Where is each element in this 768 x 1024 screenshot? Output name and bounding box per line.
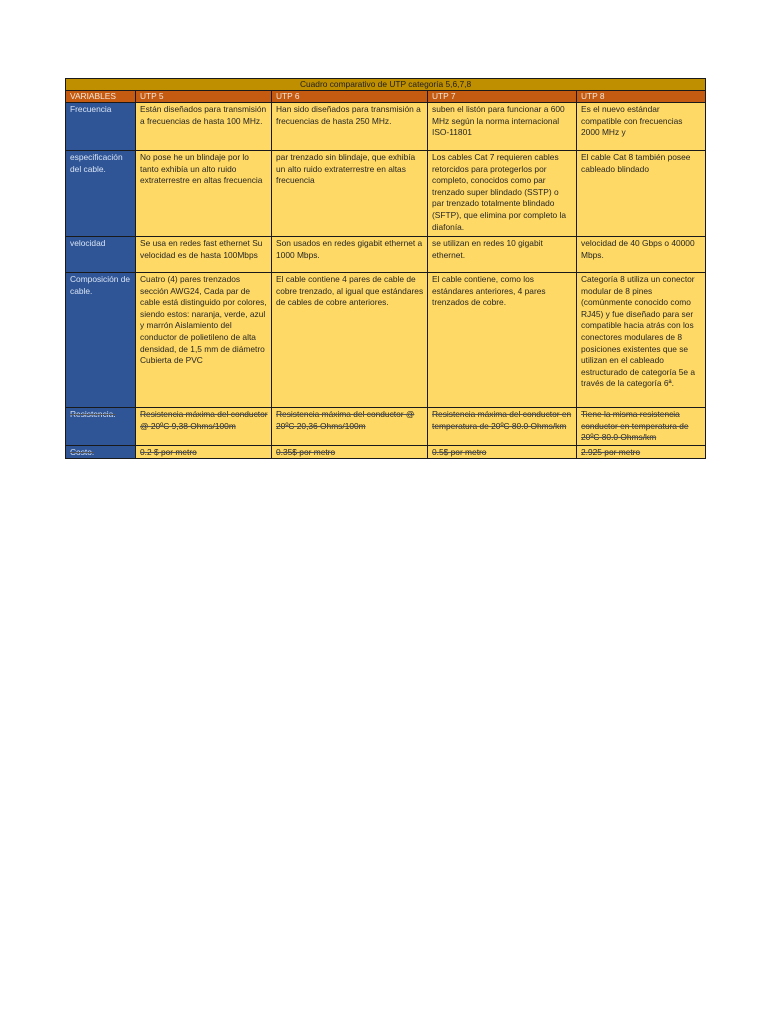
row-label-costo: Costo. [66,446,136,459]
table-row [66,408,706,446]
cell-resistencia-utp5: Resistencia máxima del conductor @ 20ºC 9,38 Ohms/100m [136,408,272,446]
cell-resistencia-utp8: Tiene la misma resistencia conductor en temperatura de 20ºC 80.0 Ohms/km [577,408,706,446]
row-label-velocidad: velocidad [66,237,136,273]
cell-frecuencia-utp8: Es el nuevo estándar compatible con frecuencias 2000 MHz y [577,103,706,151]
cell-costo-utp5: 0.2 $ por metro [136,446,272,459]
cell-costo-utp7: 0.5$ por metro [428,446,577,459]
cell-resistencia-utp7: Resistencia máxima del conductor en temperatura de 20ºC 80.0 Ohms/km [428,408,577,446]
header-utp8: UTP 8 [577,91,706,103]
table-row [66,237,706,273]
cell-especificacion-utp8: El cable Cat 8 también posee cableado blindado [577,151,706,237]
table-row [66,151,706,237]
row-label-especificacion: especificación del cable. [66,151,136,237]
cell-resistencia-utp6: Resistencia máxima del conductor @ 20ºC 20,36 Ohms/100m [272,408,428,446]
title-row [66,79,706,91]
cell-especificacion-utp6: par trenzado sin blindaje, que exhibía un alto ruido extraterrestre en altas frecuencia [272,151,428,237]
header-variables: VARIABLES [66,91,136,103]
comparison-table [65,78,706,459]
header-row [66,91,706,103]
row-label-frecuencia: Frecuencia [66,103,136,151]
header-utp7: UTP 7 [428,91,577,103]
header-utp5: UTP 5 [136,91,272,103]
table-title: Cuadro comparativo de UTP categoría 5,6,7,8 [66,79,706,91]
comparison-sheet [65,78,705,459]
cell-composicion-utp8: Categoría 8 utiliza un conector modular de 8 pines (comúnmente conocido como RJ45) y fue diseñado para ser compatible hacia atrás con los conectores modulares de 8 posiciones existentes que se utilizan en el cableado estructurado de categoría 5e a través de la categoría 6ª. [577,273,706,408]
row-label-resistencia: Resistencia. [66,408,136,446]
cell-velocidad-utp6: Son usados en redes gigabit ethernet a 1000 Mbps. [272,237,428,273]
table-row [66,103,706,151]
cell-velocidad-utp5: Se usa en redes fast ethernet Su velocidad es de hasta 100Mbps [136,237,272,273]
cell-costo-utp8: 2.925 por metro [577,446,706,459]
cell-velocidad-utp8: velocidad de 40 Gbps o 40000 Mbps. [577,237,706,273]
cell-frecuencia-utp7: suben el listón para funcionar a 600 MHz según la norma internacional ISO-11801 [428,103,577,151]
cell-composicion-utp7: El cable contiene, como los estándares anteriores, 4 pares trenzados de cobre. [428,273,577,408]
cell-costo-utp6: 0.35$ por metro [272,446,428,459]
table-row [66,273,706,408]
cell-especificacion-utp7: Los cables Cat 7 requieren cables retorcidos para protegerlos por completo, conocidos como par trenzado super blindado (SSTP) o par trenzado totalmente blindado (SFTP), que elimina por completo la diafonía. [428,151,577,237]
cell-frecuencia-utp6: Han sido diseñados para transmisión a frecuencias de hasta 250 MHz. [272,103,428,151]
cell-composicion-utp6: El cable contiene 4 pares de cable de cobre trenzado, al igual que estándares de cables de cobre anteriores. [272,273,428,408]
cell-especificacion-utp5: No pose he un blindaje por lo tanto exhibía un alto ruido extraterrestre en altas frecuencia [136,151,272,237]
row-label-composicion: Composición de cable. [66,273,136,408]
header-utp6: UTP 6 [272,91,428,103]
table-row [66,446,706,459]
cell-velocidad-utp7: se utilizan en redes 10 gigabit ethernet. [428,237,577,273]
cell-composicion-utp5: Cuatro (4) pares trenzados sección AWG24, Cada par de cable está distinguido por colores, siendo estos: naranja, verde, azul y marrón Aislamiento del conductor de polietileno de alta densidad, de 1,5 mm de diámetro Cubierta de PVC [136,273,272,408]
cell-frecuencia-utp5: Están diseñados para transmisión a frecuencias de hasta 100 MHz. [136,103,272,151]
